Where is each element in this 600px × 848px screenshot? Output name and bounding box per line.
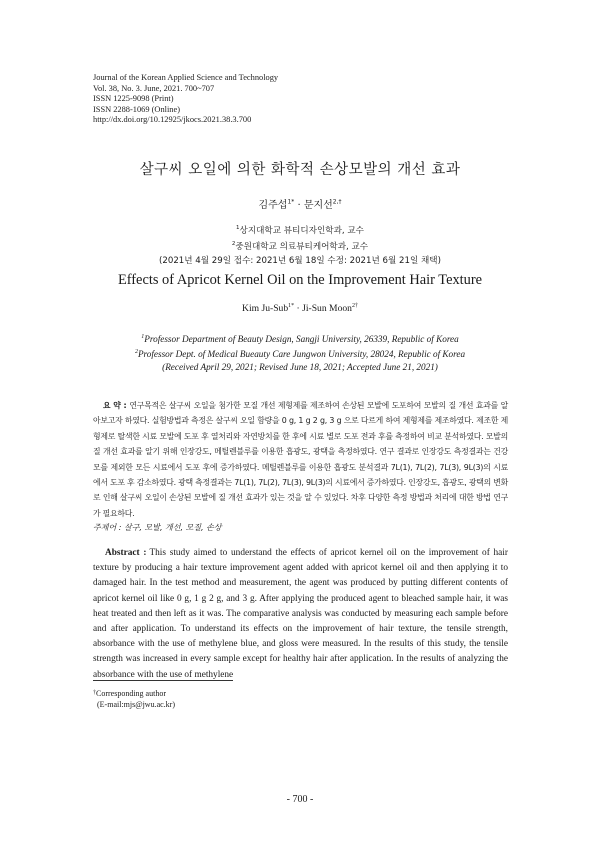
journal-name: Journal of the Korean Applied Science and Technology xyxy=(93,73,279,82)
english-title: Effects of Apricot Kernel Oil on the Improvement Hair Texture xyxy=(117,272,483,288)
dagger-mark: † xyxy=(93,690,96,696)
page-number: - 700 - xyxy=(286,794,314,805)
aff-en-2: Professor Dept. of Medical Bueauty Care Jungwon University, 28024, Republic of Korea xyxy=(137,348,466,359)
author-separator: · xyxy=(294,200,304,211)
korean-abstract-text: 연구목적은 살구씨 오일을 첨가한 모질 개선 제형제를 제조하여 손상된 모발에 도포하여 모발의 질 개선 효과를 알아보고자 하였다. 실험방법과 측정은 살구씨 오일 함량을 0 g, 1 g 2 g, 3 g 으로 다르게 하여 제형제를 제조하였다. 제조한 제형제로 탈색한 시료 모발에 도포 후 열처리와 자연방치를 한 후에 시료 별로 도포 전과 후를 측정하여 비교 분석하였다. 모발의 질 개선 효과를 알기 위해 인장강도, 메틸렌블루를 이용한 흡광도, 광택을 측정하였다. 연구 결과로 인장강도 측정결과는 건강모를 제외한 모든 시료에서 도포 후에 증가하였다. 메틸렌블루를 이용한 흡광도 분석결과 7L(1), 7L(2), 7L(3), 9L(3)의 시료에서 도포 후 감소하였다. 광택 측정결과는 7L(1), 7L(2), 7L(3), 9L(3)의 시료에서 증가하였다. 인장강도, 흡광도, 광택의 변화로 인해 살구씨 오일이 손상된 모발에 질 개선 효과가 있는 것을 알 수 있었다. 차후 다양한 측정 방법과 처리에 대한 방법 연구가 필요하다. xyxy=(93,401,508,518)
aff-ko-1-sup: 1 xyxy=(236,225,240,231)
english-affiliations xyxy=(0,331,600,374)
english-author-1-sup: 1* xyxy=(288,303,295,309)
author-separator-en: · xyxy=(294,303,303,315)
korean-keywords: 주제어 : 살구, 모발, 개선, 모질, 손상 xyxy=(93,523,222,532)
korean-author-1: 김주섭 xyxy=(258,200,288,211)
english-authors xyxy=(0,303,600,314)
journal-header xyxy=(93,73,278,126)
korean-dates: (2021년 4월 29일 접수: 2021년 6월 18일 수정: 2021년 6월 21일 채택) xyxy=(159,255,441,266)
english-dates: (Received April 29, 2021; Revised June 18, 2021; Accepted June 21, 2021) xyxy=(162,361,438,372)
issn-online: ISSN 2288-1069 (Online) xyxy=(93,104,181,114)
english-author-1: Kim Ju-Sub xyxy=(242,303,289,315)
aff-ko-2-sup: 2 xyxy=(231,241,236,248)
english-abstract-label: Abstract : xyxy=(105,548,147,558)
korean-author-2-sup: 2,† xyxy=(332,198,342,206)
aff-ko-1: 상지대학교 뷰티디자인학과, 교수 xyxy=(239,225,364,236)
korean-author-2: 문지선 xyxy=(303,200,333,211)
korean-abstract-label: 요 약 : xyxy=(103,401,127,410)
korean-author-1-sup: 1* xyxy=(287,198,295,206)
footnote xyxy=(93,688,175,710)
journal-volume: Vol. 38, No. 3. June, 2021. 700~707 xyxy=(93,83,215,93)
corresponding-email: (E-mail:mjs@jwu.ac.kr) xyxy=(97,700,176,709)
english-abstract xyxy=(93,546,508,683)
aff-ko-2: 중원대학교 의료뷰티케어학과, 교수 xyxy=(235,242,369,253)
doi-link[interactable]: http://dx.doi.org/10.12925/jkocs.2021.38.3.700 xyxy=(93,115,252,125)
korean-affiliations xyxy=(0,222,600,268)
aff-en-1-sup: 1 xyxy=(141,334,145,340)
issn-print: ISSN 1225-9098 (Print) xyxy=(93,94,174,104)
aff-en-1: Professor Department of Beauty Design, Sangji University, 26339, Republic of Korea xyxy=(144,334,459,345)
korean-authors xyxy=(0,196,600,211)
english-author-2-sup: 2† xyxy=(351,303,358,309)
korean-abstract xyxy=(93,398,508,521)
korean-title: 살구씨 오일에 의한 화학적 손상모발의 개선 효과 xyxy=(139,162,461,178)
english-author-2: Ji-Sun Moon xyxy=(302,303,352,315)
corresponding-author-label: Corresponding author xyxy=(96,689,166,698)
footnote-divider xyxy=(93,680,233,681)
aff-en-2-sup: 2 xyxy=(134,348,138,355)
english-abstract-text: This study aimed to understand the effects of apricot kernel oil on the improvement of hair texture by producing a hair texture improvement agent added with apricot kernel oil and then applying it to damaged hair. In the test method and measurement, the agent was produced by putting different contents of apricot kernel oil like 0 g, 1 g 2 g, and 3 g. After applying the produced agent to bleached sample hair, it was heat treated and then left as it was. The comparative analysis was conducted by measuring each sample before and after application. To understand its effects on the improvement of hair texture, the tensile strength, absorbance with the use of methylene blue, and gloss were measured. In the results of this study, the tensile strength was increased in every sample except for healthy hair after application. In the results of analyzing the absorbance with the use of methylene xyxy=(93,548,508,680)
